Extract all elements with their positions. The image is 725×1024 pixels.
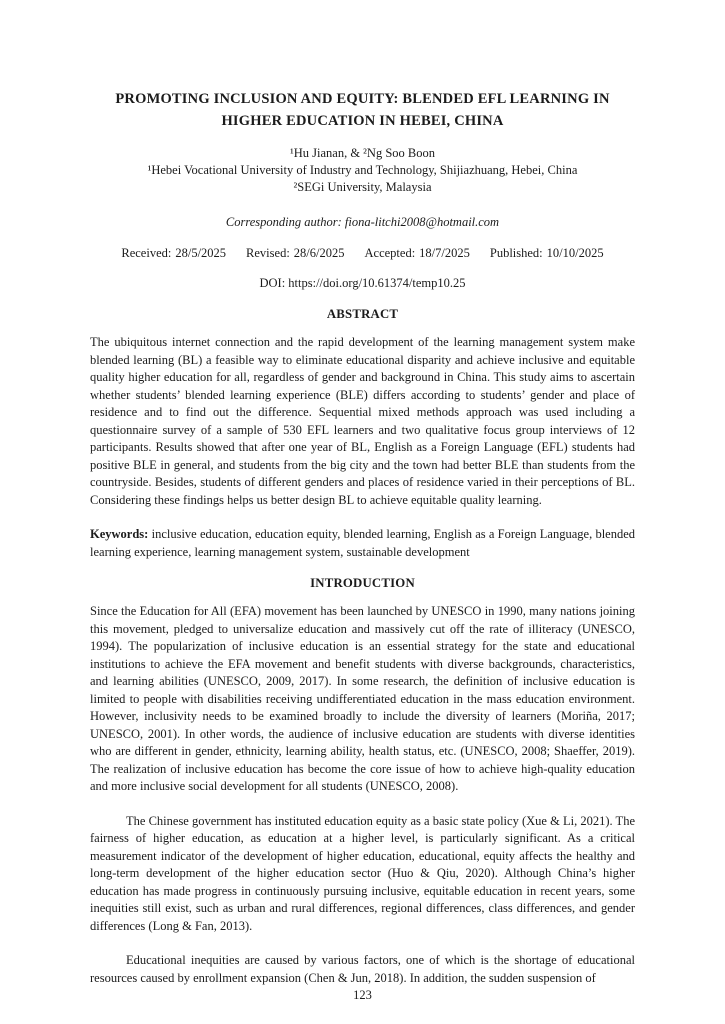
introduction-paragraph-1: Since the Education for All (EFA) movement has been launched by UNESCO in 1990, many nations joining this movement, pledged to universalize education and massively cut off the rate of illiteracy (UNESCO, 1994). The popularization of inclusive education is an essential strategy for the state and educational institutions to achieve the EFA movement and benefit students with diverse backgrounds, characteristics, and learning abilities (UNESCO, 2009, 2017). In some research, the definition of inclusive education is limited to people with disabilities receiving undifferentiated education in the mass education environment. However, inclusivity needs to be examined broadly to include the diversity of learners (Moriña, 2017; UNESCO, 2001). In other words, the audience of inclusive education are students with diverse identities who are different in gender, ethnicity, learning ability, health status, etc. (UNESCO, 2008; Shaeffer, 2019). The realization of inclusive education has become the core issue of how to achieve high-quality education and more inclusive social development for all students (UNESCO, 2008). xyxy=(90,604,635,793)
revised-value: 28/6/2025 xyxy=(293,246,345,260)
accepted-value: 18/7/2025 xyxy=(419,246,470,260)
accepted-label: Accepted: xyxy=(364,246,416,260)
introduction-paragraph-2: The Chinese government has instituted education equity as a basic state policy (Xue & Li, 2021). The fairness of higher education, as education at a higher level, is particularly significant. As a critical measurement indicator of the development of higher education, educational, equity affects the healthy and long-term development of the higher education sector (Huo & Qiu, 2020). Although China’s higher education has made progress in continuously pursuing inclusive, equitable education in recent years, some inequities still exist, such as urban and rural differences, regional differences, class differences, and gender differences (Long & Fan, 2013). xyxy=(90,813,635,933)
page-number: 123 xyxy=(353,988,372,1002)
revised-date xyxy=(246,245,344,262)
received-label: Received: xyxy=(121,246,172,260)
affiliation-line-2: ²SEGi University, Malaysia xyxy=(293,180,432,194)
received-value: 28/5/2025 xyxy=(175,246,227,260)
introduction-heading: INTRODUCTION xyxy=(310,576,415,590)
received-date xyxy=(121,245,226,262)
keywords-paragraph xyxy=(90,526,635,561)
abstract-heading: ABSTRACT xyxy=(326,307,399,321)
revised-label: Revised: xyxy=(246,246,290,260)
article-title-line-2: HIGHER EDUCATION IN HEBEI, CHINA xyxy=(221,113,504,129)
keywords-text: inclusive education, education equity, blended learning, English as a Foreign Language, blended learning experience, learning management system, sustainable development xyxy=(90,527,636,559)
article-history-line xyxy=(90,245,635,262)
published-date xyxy=(490,245,604,262)
affiliation-line-1: ¹Hebei Vocational University of Industry and Technology, Shijiazhuang, Hebei, China xyxy=(147,163,578,177)
published-value: 10/10/2025 xyxy=(546,246,604,260)
authors-line: ¹Hu Jianan, & ²Ng Soo Boon xyxy=(290,146,435,160)
abstract-paragraph: The ubiquitous internet connection and the rapid development of the learning management system make blended learning (BL) a feasible way to eliminate educational disparity and achieve inclusive and equitable quality higher education for all, regardless of gender and background in China. This study aims to ascertain whether students’ blended learning experience (BLE) differs according to students’ gender and place of residence and to find out the difference. Sequential mixed methods approach was used including a questionnaire survey of a sample of 530 EFL learners and two qualitative focus group interviews of 12 participants. Results showed that after one year of BL, English as a Foreign Language (EFL) students had positive BLE in general, and students from the big city and the town had better BLE than students from the countryside. Besides, students of different genders and places of residence varied in their perceptions of BL. Considering these findings helps us better design BL to achieve equitable quality learning. xyxy=(90,335,635,507)
published-label: Published: xyxy=(489,246,543,260)
article-title-line-1: PROMOTING INCLUSION AND EQUITY: BLENDED EFL LEARNING IN xyxy=(115,91,610,107)
doi-line: DOI: https://doi.org/10.61374/temp10.25 xyxy=(259,276,466,290)
article-title xyxy=(90,88,635,132)
keywords-label: Keywords: xyxy=(90,527,149,541)
corresponding-author-line: Corresponding author: fiona-litchi2008@hotmail.com xyxy=(225,215,500,229)
accepted-date xyxy=(365,245,470,262)
introduction-paragraph-3: Educational inequities are caused by various factors, one of which is the shortage of educational resources caused by enrollment expansion (Chen & Jun, 2018). In addition, the sudden suspension of xyxy=(90,953,635,985)
